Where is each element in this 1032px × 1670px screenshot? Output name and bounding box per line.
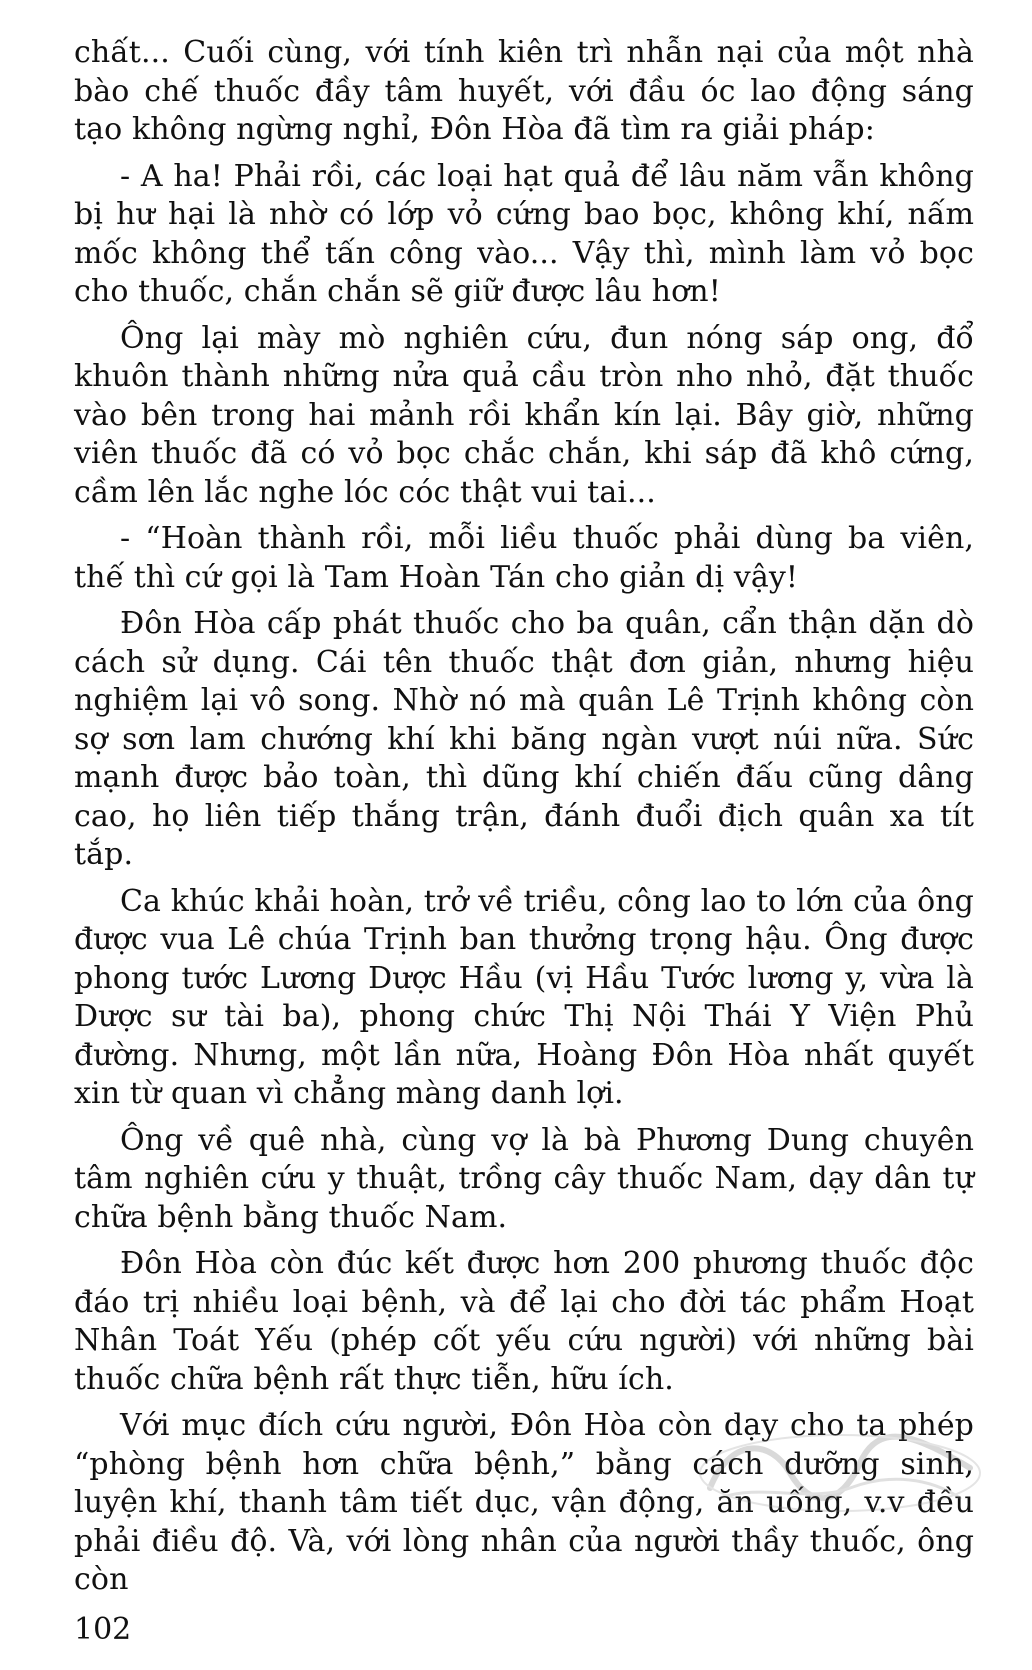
paragraph-8: Đôn Hòa còn đúc kết được hơn 200 phương thuốc độc đáo trị nhiều loại bệnh, và để lại cho đời tác phẩm Hoạt Nhân Toát Yếu (phép cốt yếu cứu người) với những bài thuốc chữa bệnh rất thực tiễn, hữu ích.: [74, 1246, 974, 1397]
paragraph-1: chất... Cuối cùng, với tính kiên trì nhẫn nại của một nhà bào chế thuốc đầy tâm huyết, với đầu óc lao động sáng tạo không ngừng nghỉ, Đôn Hòa đã tìm ra giải pháp:: [74, 35, 974, 147]
paragraph-6: Ca khúc khải hoàn, trở về triều, công lao to lớn của ông được vua Lê chúa Trịnh ban thưởng trọng hậu. Ông được phong tước Lương Dược Hầu (vị Hầu Tước lương y, vừa là Dược sư tài ba), phong chức Thị Nội Thái Y Viện Phủ đường. Nhưng, một lần nữa, Hoàng Đôn Hòa nhất quyết xin từ quan vì chẳng màng danh lợi.: [74, 883, 974, 1111]
paragraph-7: Ông về quê nhà, cùng vợ là bà Phương Dung chuyên tâm nghiên cứu y thuật, trồng cây thuốc Nam, dạy dân tự chữa bệnh bằng thuốc Nam.: [74, 1122, 974, 1235]
page-body: [74, 34, 974, 1608]
paragraph-5: Đôn Hòa cấp phát thuốc cho ba quân, cẩn thận dặn dò cách sử dụng. Cái tên thuốc thật đơn giản, nhưng hiệu nghiệm lại vô song. Nhờ nó mà quân Lê Trịnh không còn sợ sơn lam chướng khí khi băng ngàn vượt núi nữa. Sức mạnh được bảo toàn, thì dũng khí chiến đấu cũng dâng cao, họ liên tiếp thắng trận, đánh đuổi địch quân xa tít tắp.: [74, 606, 974, 872]
paragraph-9: Với mục đích cứu người, Đôn Hòa còn dạy cho ta phép “phòng bệnh hơn chữa bệnh,” bằng cách dưỡng sinh, luyện khí, thanh tâm tiết dục, vận động, ăn uống, v.v đều phải điều độ. Và, với lòng nhân của người thầy thuốc, ông còn: [74, 1408, 974, 1597]
paragraph-2: - A ha! Phải rồi, các loại hạt quả để lâu năm vẫn không bị hư hại là nhờ có lớp vỏ cứng bao bọc, không khí, nấm mốc không thể tấn công vào... Vậy thì, mình làm vỏ bọc cho thuốc, chắn chắn sẽ giữ được lâu hơn!: [74, 158, 974, 309]
paragraph-4: - “Hoàn thành rồi, mỗi liều thuốc phải dùng ba viên, thế thì cứ gọi là Tam Hoàn Tán cho giản dị vậy!: [74, 521, 974, 595]
page-number: 102: [74, 1612, 132, 1647]
paragraph-3: Ông lại mày mò nghiên cứu, đun nóng sáp ong, đổ khuôn thành những nửa quả cầu tròn nho nhỏ, đặt thuốc vào bên trong hai mảnh rồi khẩn kín lại. Bây giờ, những viên thuốc đã có vỏ bọc chắc chắn, khi sáp đã khô cứng, cầm lên lắc nghe lóc cóc thật vui tai...: [74, 320, 974, 510]
